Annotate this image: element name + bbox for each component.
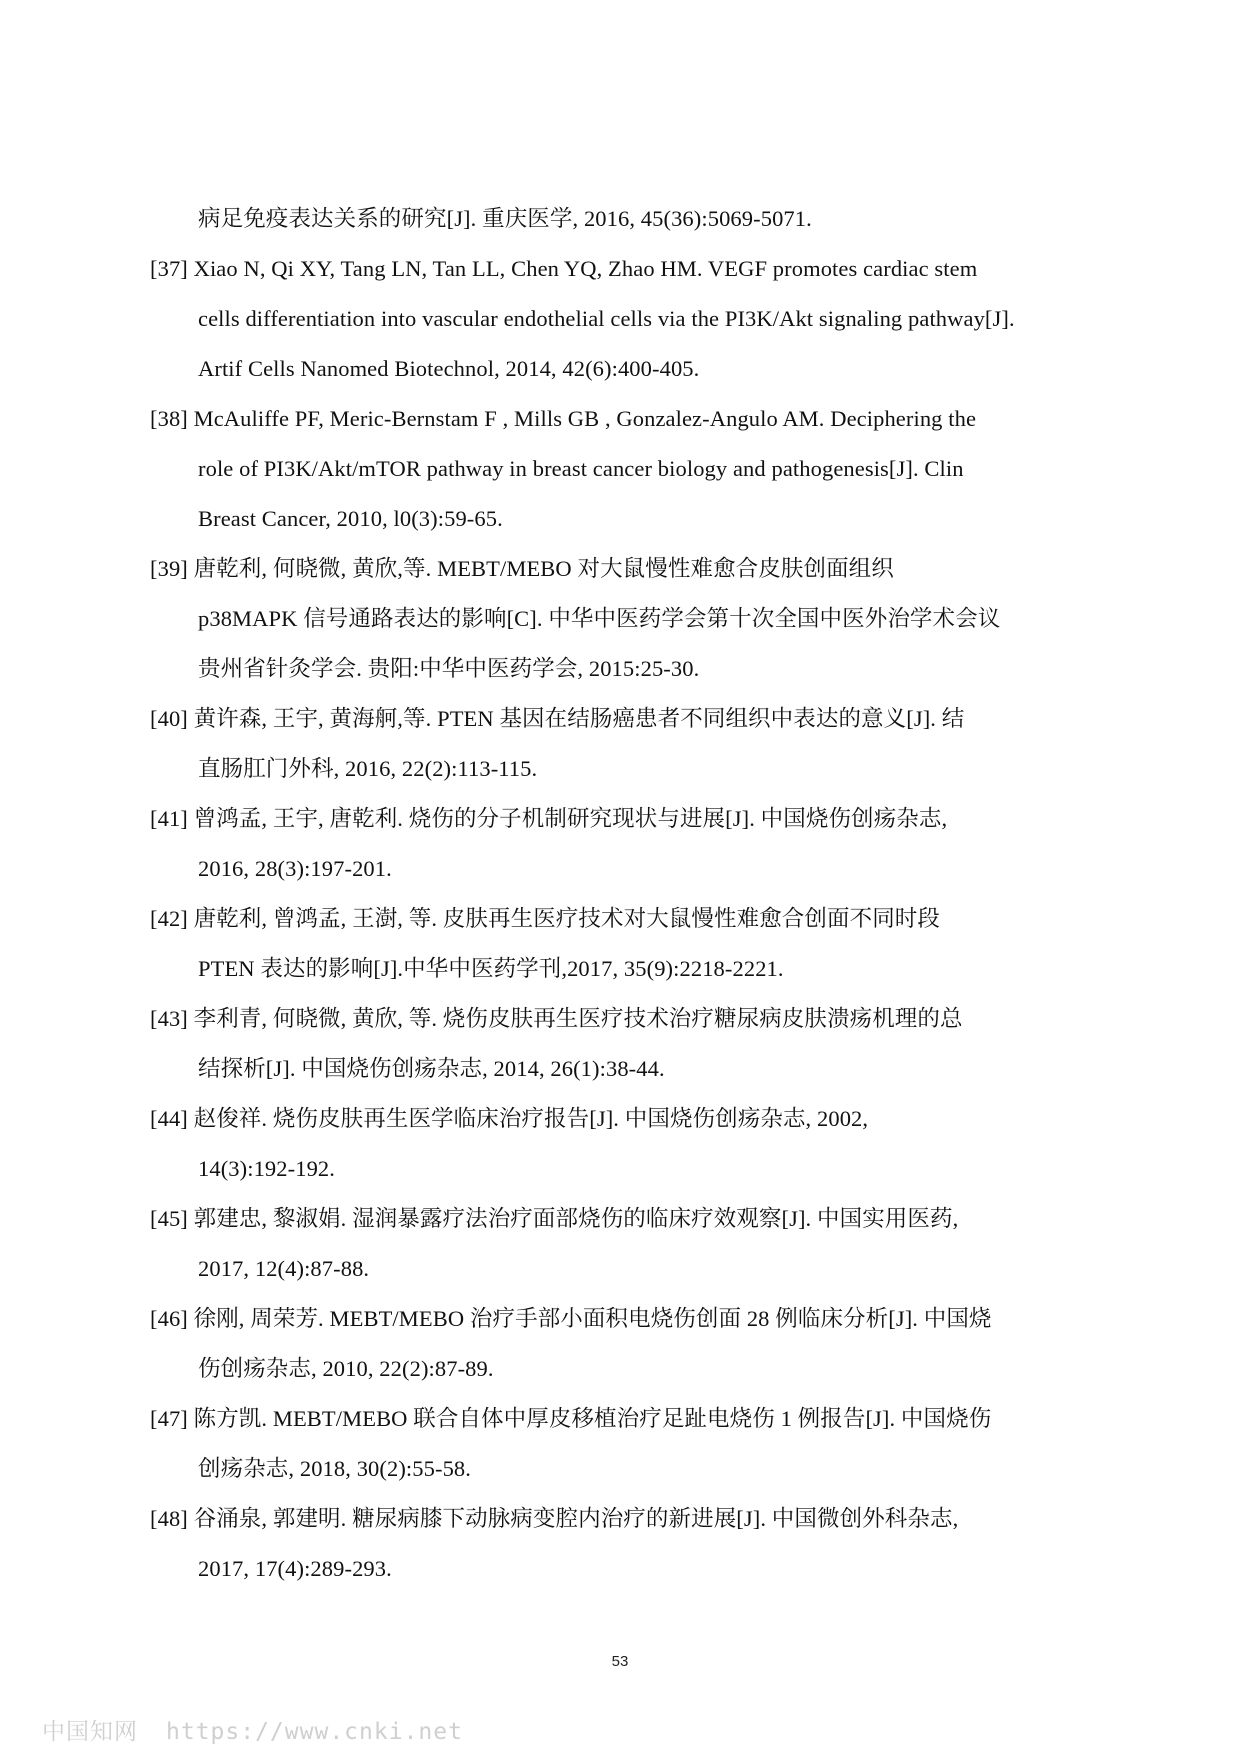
reference-line: [39] 唐乾利, 何晓微, 黄欣,等. MEBT/MEBO 对大鼠慢性难愈合皮肤创面组织 [150, 556, 894, 581]
reference-line: [48] 谷涌泉, 郭建明. 糖尿病膝下动脉病变腔内治疗的新进展[J]. 中国微创外科杂志, [150, 1506, 959, 1531]
watermark-url: https://www.cnki.net [166, 1719, 463, 1745]
reference-line: [40] 黄许森, 王宇, 黄海舸,等. PTEN 基因在结肠癌患者不同组织中表达的意义[J]. 结 [150, 706, 965, 731]
reference-line: 创疡杂志, 2018, 30(2):55-58. [198, 1456, 472, 1481]
reference-line: Breast Cancer, 2010, l0(3):59-65. [198, 506, 503, 531]
reference-line: 贵州省针灸学会. 贵阳:中华中医药学会, 2015:25-30. [198, 656, 700, 681]
reference-line: PTEN 表达的影响[J].中华中医药学刊,2017, 35(9):2218-2221. [198, 956, 784, 981]
reference-line: [38] McAuliffe PF, Meric-Bernstam F , Mills GB , Gonzalez-Angulo AM. Deciphering the [150, 406, 977, 431]
reference-line: [41] 曾鸿孟, 王宇, 唐乾利. 烧伤的分子机制研究现状与进展[J]. 中国烧伤创疡杂志, [150, 806, 948, 831]
reference-line: [42] 唐乾利, 曾鸿孟, 王澍, 等. 皮肤再生医疗技术对大鼠慢性难愈合创面不同时段 [150, 906, 941, 931]
reference-line: p38MAPK 信号通路表达的影响[C]. 中华中医药学会第十次全国中医外治学术会议 [198, 606, 1001, 631]
reference-line: [43] 李利青, 何晓微, 黄欣, 等. 烧伤皮肤再生医疗技术治疗糖尿病皮肤溃疡机理的总 [150, 1006, 963, 1031]
reference-line: [47] 陈方凯. MEBT/MEBO 联合自体中厚皮移植治疗足趾电烧伤 1 例报告[J]. 中国烧伤 [150, 1406, 992, 1431]
reference-line: [37] Xiao N, Qi XY, Tang LN, Tan LL, Chen YQ, Zhao HM. VEGF promotes cardiac stem [150, 256, 978, 281]
watermark-brand: 中国知网 [42, 1719, 138, 1745]
reference-line: 结探析[J]. 中国烧伤创疡杂志, 2014, 26(1):38-44. [198, 1056, 665, 1081]
reference-line: 2017, 17(4):289-293. [198, 1556, 392, 1581]
reference-line: 14(3):192-192. [198, 1156, 336, 1181]
reference-line: 2017, 12(4):87-88. [198, 1256, 370, 1281]
reference-line: [46] 徐刚, 周荣芳. MEBT/MEBO 治疗手部小面积电烧伤创面 28 例临床分析[J]. 中国烧 [150, 1306, 992, 1331]
cnki-watermark [42, 1713, 463, 1746]
reference-line: [44] 赵俊祥. 烧伤皮肤再生医学临床治疗报告[J]. 中国烧伤创疡杂志, 2002, [150, 1106, 869, 1131]
page-number: 53 [611, 1653, 629, 1670]
reference-line: 直肠肛门外科, 2016, 22(2):113-115. [198, 756, 538, 781]
reference-line: 2016, 28(3):197-201. [198, 856, 392, 881]
reference-line: [45] 郭建忠, 黎淑娟. 湿润暴露疗法治疗面部烧伤的临床疗效观察[J]. 中国实用医药, [150, 1206, 959, 1231]
reference-line: 伤创疡杂志, 2010, 22(2):87-89. [198, 1356, 494, 1381]
reference-line: cells differentiation into vascular endothelial cells via the PI3K/Akt signaling pathway[J]. [198, 306, 1015, 331]
reference-line: Artif Cells Nanomed Biotechnol, 2014, 42(6):400-405. [198, 356, 700, 381]
reference-line: role of PI3K/Akt/mTOR pathway in breast cancer biology and pathogenesis[J]. Clin [198, 456, 964, 481]
reference-line: 病足免疫表达关系的研究[J]. 重庆医学, 2016, 45(36):5069-5071. [198, 206, 812, 231]
